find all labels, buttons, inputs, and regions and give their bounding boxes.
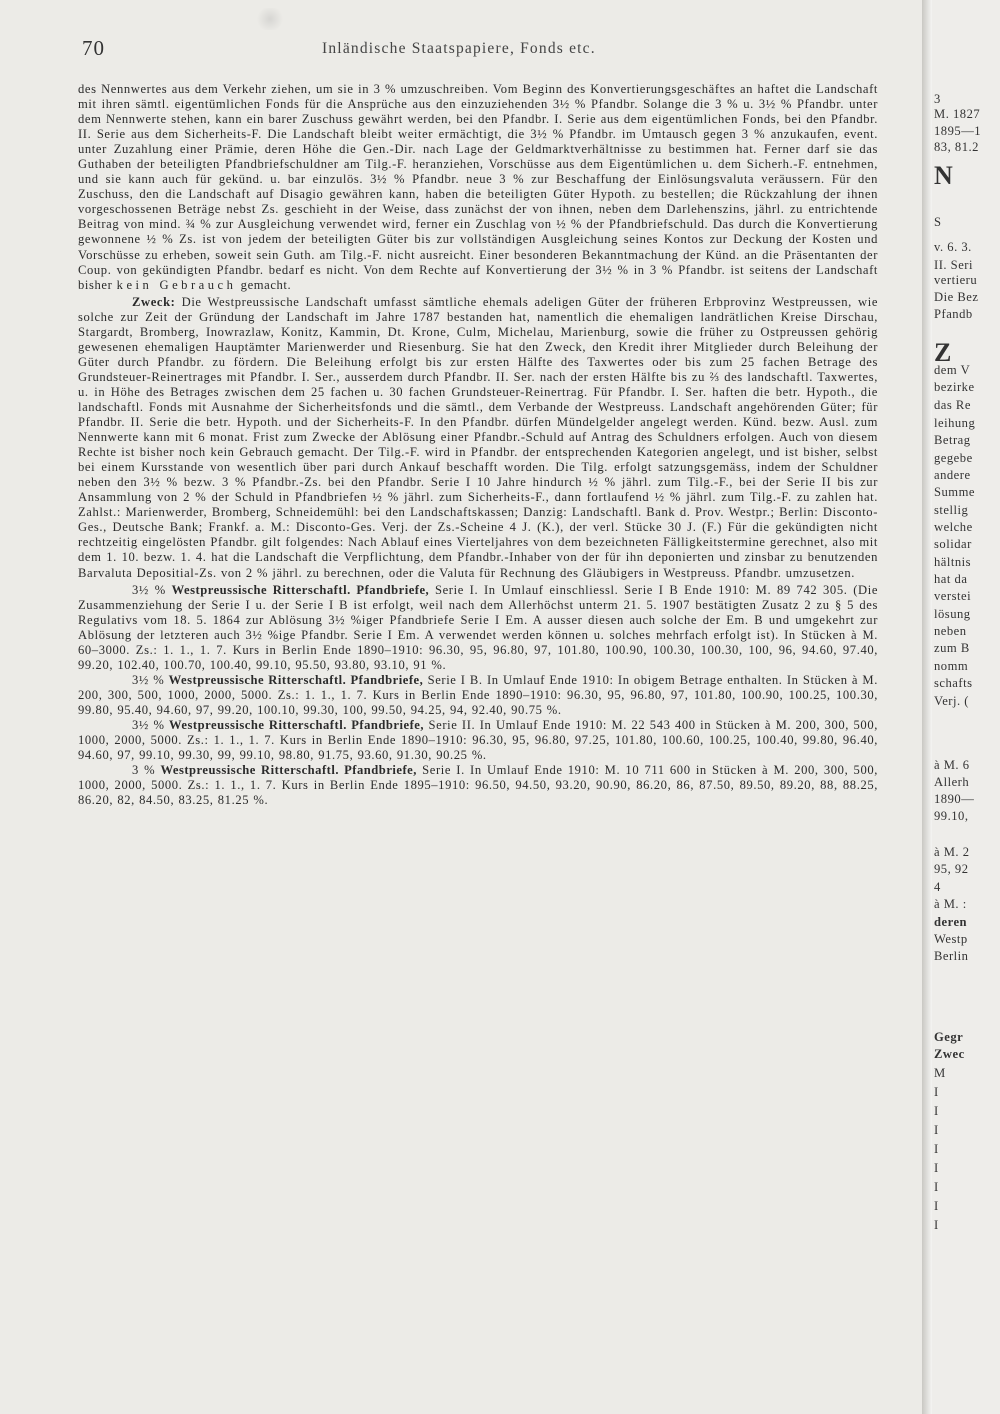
adjacent-page-fragment: Westp — [934, 932, 968, 946]
adjacent-page-fragment: Betrag — [934, 433, 971, 447]
bond-entry-3 — [78, 718, 878, 763]
adjacent-page-fragment: bezirke — [934, 380, 975, 394]
bond-text: Serie II. In Umlauf Ende 1910: M. 22 543 400 in Stücken à M. 200, 300, 500, 1000, 2000, 5000. Zs.: 1. 1., 1. 7. Kurs in Berlin Ende 1890–1910: 96.30, 95, 96.80, 97.25, 101.80, 100.60, 100.25, 100.40, 99.80, 96.40, 94.60, 97, 99.10, 99.30, 99, 99.10, 98.80, 91.75, 93.60, 91.30, 90.25 %. — [78, 717, 878, 763]
adjacent-page-fragment: v. 6. 3. — [934, 240, 972, 254]
bond-rate: 3 % — [132, 763, 156, 778]
adjacent-page-fragment: à M. : — [934, 897, 967, 911]
adjacent-page-fragment: Die Bez — [934, 290, 979, 304]
adjacent-page-fragment: neben — [934, 624, 967, 638]
adjacent-page-fragment: I — [934, 1104, 939, 1118]
intro-tail: gemacht. — [240, 277, 292, 292]
adjacent-page-fragment: das Re — [934, 398, 971, 412]
adjacent-page-fragment: nomm — [934, 659, 969, 673]
bond-title: Westpreussische Ritterschaftl. Pfandbriefe, — [169, 717, 425, 732]
adjacent-page-fragment: deren — [934, 915, 968, 929]
adjacent-page-fragment: à M. 6 — [934, 758, 970, 772]
adjacent-page-fragment: stellig — [934, 503, 969, 517]
adjacent-page-fragment: M. 1827 — [934, 107, 981, 121]
adjacent-page-fragment: I — [934, 1180, 939, 1194]
adjacent-page-fragment: Verj. ( — [934, 694, 969, 708]
adjacent-page-fragment: Gegr — [934, 1030, 964, 1044]
adjacent-page-fragment: solidar — [934, 537, 972, 551]
adjacent-page-fragment: 95, 92 — [934, 862, 969, 876]
adjacent-page-fragment: M — [934, 1066, 946, 1080]
adjacent-page-fragment: Summe — [934, 485, 975, 499]
intro-emphasis: kein Gebrauch — [116, 277, 237, 292]
zweck-label: Zweck: — [132, 294, 176, 309]
zweck-text: Die Westpreussische Landschaft umfasst sämtliche ehemals adeligen Güter der früheren Erbprovinz Westpreussen, wie solche zur Zeit der Gründung der Landschaft im Jahre 1787 bestanden hat, namentlich die ehemaligen landrätlichen Kreise Dirschau, Stargardt, Bromberg, Inowrazlaw, Konitz, Kammin, Dt. Krone, Culm, Michelau, Marienburg, sowie die früher zu Ostpreussen gehörig gewesenen ehemaligen Hauptämter Marienwerder und Riesenburg. Sie hat den Zweck, den Kredit ihrer Mitglieder durch Beleihung der Güter durch Pfandbr. zu fördern. Die Beleihung erfolgt bis zur ersten Hälfte des Taxwertes oder bis zum 25 fachen Betrage des Grundsteuer-Reinertrages mit Pfandbr. I. Ser., ausserdem durch Pfandbr. II. Ser. nach der ersten Hälfte bis zu ⅔ des landschaftl. Taxwertes, u. in Höhe des Betrages zwischen dem 25 fachen u. 30 fachen Grundsteuer-Reinertrag. Für Pfandbr. I. Ser. haften die betr. Hypoth., die landschaftl. Fonds mit Ausnahme der Sicherheitsfonds und die sämtl., dem Verbande der Westpreuss. Landschaft angehörenden Güter; für Pfandbr. II. Serie die betr. Hypoth. und der Sicherheits-F. In den Pfandbr. dürfen Mündelgelder angelegt werden. Künd. bezw. Ausl. zum Nennwerte kann mit 6 monat. Frist zum Zwecke der Ablösung einer Pfandbr.-Schuld auf Antrag des Schuldners erfolgen. Auch von diesem Rechte ist bisher noch kein Gebrauch gemacht. Der Tilg.-F. wird in Pfandbr. der entsprechenden Kategorien angelegt, und ist bisher, selbst bei einem Kursstande von wesentlich über pari durch Ankauf beschafft worden. Die Tilg. erfolgt satzungsgemäss, indem der Schuldner neben den 3½ % bezw. 3 % Pfandbr.-Zs. bei den Pfandbr. Serie I 10 Jahre hindurch ½ % jährl. zum Tilg.-F., bei der Serie II bis zur Ansammlung von 2 % der Schuld in Pfandbriefen ½ % jährl. zum Sicherheits-F., dann fortlaufend ½ % jährl. zum Tilg.-F. zu zahlen hat. Zahlst.: Marienwerder, Bromberg, Schneidemühl: bei den Landschaftskassen; Danzig: Landschaftl. Bank d. Prov. Westpr.; Berlin: Disconto-Ges., Deutsche Bank; Frankf. a. M.: Disconto-Ges. Verj. der Zs.-Scheine 4 J. (K.), der verl. Stücke 30 J. (F.) Für die gekündigten nicht rechtzeitig eingelösten Pfandbr. gilt folgendes: Nach Ablauf eines Vierteljahres von dem bezeichneten Fälligkeitstermine gerechnet, also mit dem 1. 10. bezw. 1. 4. hat die Landschaft die Verpflichtung, dem Pfandbr.-Inhaber von der für ihn deponierten und zinsbar zu benutzenden Barvaluta Depositial-Zs. von 2 % jährl. zu berechnen, oder die Valuta für Rechnung des Gläubigers in Westpreuss. Pfandbr. umzusetzen. — [78, 294, 879, 580]
adjacent-page-fragment: Pfandb — [934, 307, 973, 321]
adjacent-page-fragment: hat da — [934, 572, 968, 586]
adjacent-page-fragment: I — [934, 1085, 939, 1099]
bond-entry-2 — [78, 673, 878, 718]
adjacent-page-fragment: verstei — [934, 589, 972, 603]
bond-text: Serie I. In Umlauf Ende 1910: M. 10 711 600 in Stücken à M. 200, 300, 500, 1000, 2000, 5000. Zs.: 1. 1., 1. 7. Kurs in Berlin Ende 1895–1910: 96.50, 94.50, 93.20, 90.90, 86.20, 86, 87.50, 89.50, 89.20, 88, 88.25, 86.20, 82, 84.50, 83.25, 81.25 %. — [78, 763, 878, 808]
intro-text: des Nennwertes aus dem Verkehr ziehen, um sie in 3 % umzuschreiben. Vom Beginn des Konvertierungsgeschäftes an haftet die Landschaft mit ihren sämtl. eigentümlichen Fonds für die Ansprüche aus den einzuziehenden 3½ % Pfandbr. Solange die 3 % u. 3½ % Pfandbr. unter dem Nennwerte stehen, kann ein barer Zuschuss gewährt werden, bei den Pfandbr. I. Serie aus dem eigentümlichen Fonds, bei den Pfandbr. II. Serie aus dem Sicherheits-F. Die Landschaft bleibt weiter ermächtigt, die 3½ % Pfandbr. im Umtausch gegen 3 % anzukaufen, event. unter Zuzahlung einer Prämie, deren Höhe die Gen.-Dir. nach Lage der Geldmarktverhältnisse zu bestimmen hat. Ferner darf sie das Guthaben der beteiligten Pfandbriefschuldner am Tilg.-F. heranziehen, Vorschüsse aus dem Eigentümlichen u. dem Sicherh.-F. entnehmen, und sie kann auch für gekünd. u. bar einzulös. 3½ % Pfandbr. neue 3 % zur Beschaffung der Einlösungsvaluta veräussern. Für den Zuschuss, den die Landschaft auf Disagio gewähren kann, haben die beteiligten Güter Hypoth. zu bestellen; die Rückzahlung der ihnen vorgeschossenen Beträge nebst Zs. geschieht in der Weise, dass zunächst der von ihnen, neben dem Darlehenszins, jährl. zu entrichtende Beitrag von mind. ¾ % zur Ausgleichung verwendet wird, ferner ein Zuschlag von ½ % der Pfandbriefschuld. Das durch die Konvertierung gewonnene ½ % Zs. ist von jedem der beteiligten Güter bis zur vollständigen Ausgleichung seines Kontos zur Deckung der Kosten und Vorschüsse zu erheben, soweit sein Guth. am Tilg.-F. nicht ausreicht. Einer besonderen Bekanntmachung der Künd. an die Präsentanten der Coup. von gekündigten Pfandbr. bedarf es nicht. Von dem Rechte auf Konvertierung der 3½ % in 3 % Pfandbr. ist seitens der Landschaft bisher — [78, 82, 878, 292]
adjacent-page-fragment: 99.10, — [934, 809, 969, 823]
adjacent-page-fragment: 4 — [934, 880, 941, 894]
adjacent-page-fragment: S — [934, 215, 942, 229]
bond-text: Serie I. In Umlauf einschliessl. Serie I B Ende 1910: M. 89 742 305. (Die Zusammenziehung der Serie I u. der Serie I B ist erfolgt, weil nach dem Allerhöchst unterm 21. 5. 1907 bestätigten Zusatz 2 zu § 5 des Regulativs vom 18. 5. 1864 zur Ablösung 3½ %iger Pfandbriefe Serie I Em. A ausser diesen auch solche der Em. B und umgekehrt zur Ablösung der letzteren auch 3½ %ige Pfandbr. Serie I Em. A verwendet werden können u. solches mehrfach erfolgt ist). In Stücken à M. 60–3000. Zs.: 1. 1., 1. 7. Kurs in Berlin Ende 1890–1910: 96.30, 95, 96.80, 97, 101.80, 100.90, 100.30, 100.30, 100, 96, 94.60, 97.40, 99.20, 102.40, 100.70, 100.40, 99.10, 95.50, 93.80, 93.10, 91 %. — [78, 582, 879, 672]
bond-rate: 3½ % — [132, 672, 165, 687]
adjacent-page-fragment: II. Seri — [934, 258, 973, 272]
bond-entry-4 — [78, 763, 878, 808]
main-text-column — [78, 82, 878, 808]
adjacent-page-fragment: gegebe — [934, 451, 973, 465]
bond-entry-1 — [78, 583, 878, 673]
bond-title: Westpreussische Ritterschaftl. Pfandbriefe, — [160, 763, 417, 778]
adjacent-page-fragment: I — [934, 1199, 939, 1213]
adjacent-page-fragments — [932, 0, 1000, 1414]
adjacent-page-fragment: I — [934, 1142, 939, 1156]
adjacent-page-fragment: zum B — [934, 641, 970, 655]
running-head: Inländische Staatspapiere, Fonds etc. — [322, 40, 596, 57]
adjacent-page-fragment: 3 — [934, 92, 941, 106]
adjacent-page-fragment: leihung — [934, 416, 976, 430]
adjacent-page-fragment: 1895—1 — [934, 124, 982, 138]
adjacent-page-fragment: welche — [934, 520, 973, 534]
adjacent-page-fragment: hältnis — [934, 555, 972, 569]
adjacent-page-fragment: 83, 81.2 — [934, 140, 979, 154]
adjacent-page-fragment: andere — [934, 468, 971, 482]
bond-title: Westpreussische Ritterschaftl. Pfandbriefe, — [171, 582, 430, 597]
adjacent-page-fragment: à M. 2 — [934, 845, 970, 859]
page-number: 70 — [82, 36, 105, 60]
page-header — [0, 36, 922, 66]
adjacent-page-fragment: N — [934, 161, 954, 190]
adjacent-page-fragment: 1890— — [934, 792, 975, 806]
bond-rate: 3½ % — [132, 582, 166, 597]
adjacent-page-fragment: schafts — [934, 676, 973, 690]
adjacent-page-fragment: dem V — [934, 363, 971, 377]
adjacent-page-fragment: lösung — [934, 607, 971, 621]
zweck-paragraph — [78, 295, 878, 581]
adjacent-page-fragment: I — [934, 1123, 939, 1137]
adjacent-page-fragment: vertieru — [934, 273, 978, 287]
page-gutter-shadow — [922, 0, 932, 1414]
adjacent-page-fragment: Berlin — [934, 949, 969, 963]
adjacent-page-strip — [932, 0, 1000, 1414]
intro-paragraph — [78, 82, 878, 293]
bond-rate: 3½ % — [132, 717, 165, 732]
bond-title: Westpreussische Ritterschaftl. Pfandbriefe, — [168, 672, 424, 687]
adjacent-page-fragment: Allerh — [934, 775, 970, 789]
adjacent-page-fragment: Zwec — [934, 1047, 965, 1061]
adjacent-page-fragment: Z — [934, 338, 952, 367]
ink-smudge — [255, 8, 285, 30]
adjacent-page-fragment: I — [934, 1161, 939, 1175]
bond-text: Serie I B. In Umlauf Ende 1910: In obigem Betrage enthalten. In Stücken à M. 200, 300, 500, 1000, 2000, 5000. Zs.: 1. 1., 1. 7. Kurs in Berlin Ende 1890–1910: 96.30, 95, 96.80, 97, 101.80, 100.90, 100.25, 100.30, 99.80, 95.40, 94.60, 97, 99.20, 100.10, 99.30, 100, 99.50, 94.25, 94, 92.40, 90.75 %. — [78, 672, 878, 717]
adjacent-page-fragment: I — [934, 1218, 939, 1232]
